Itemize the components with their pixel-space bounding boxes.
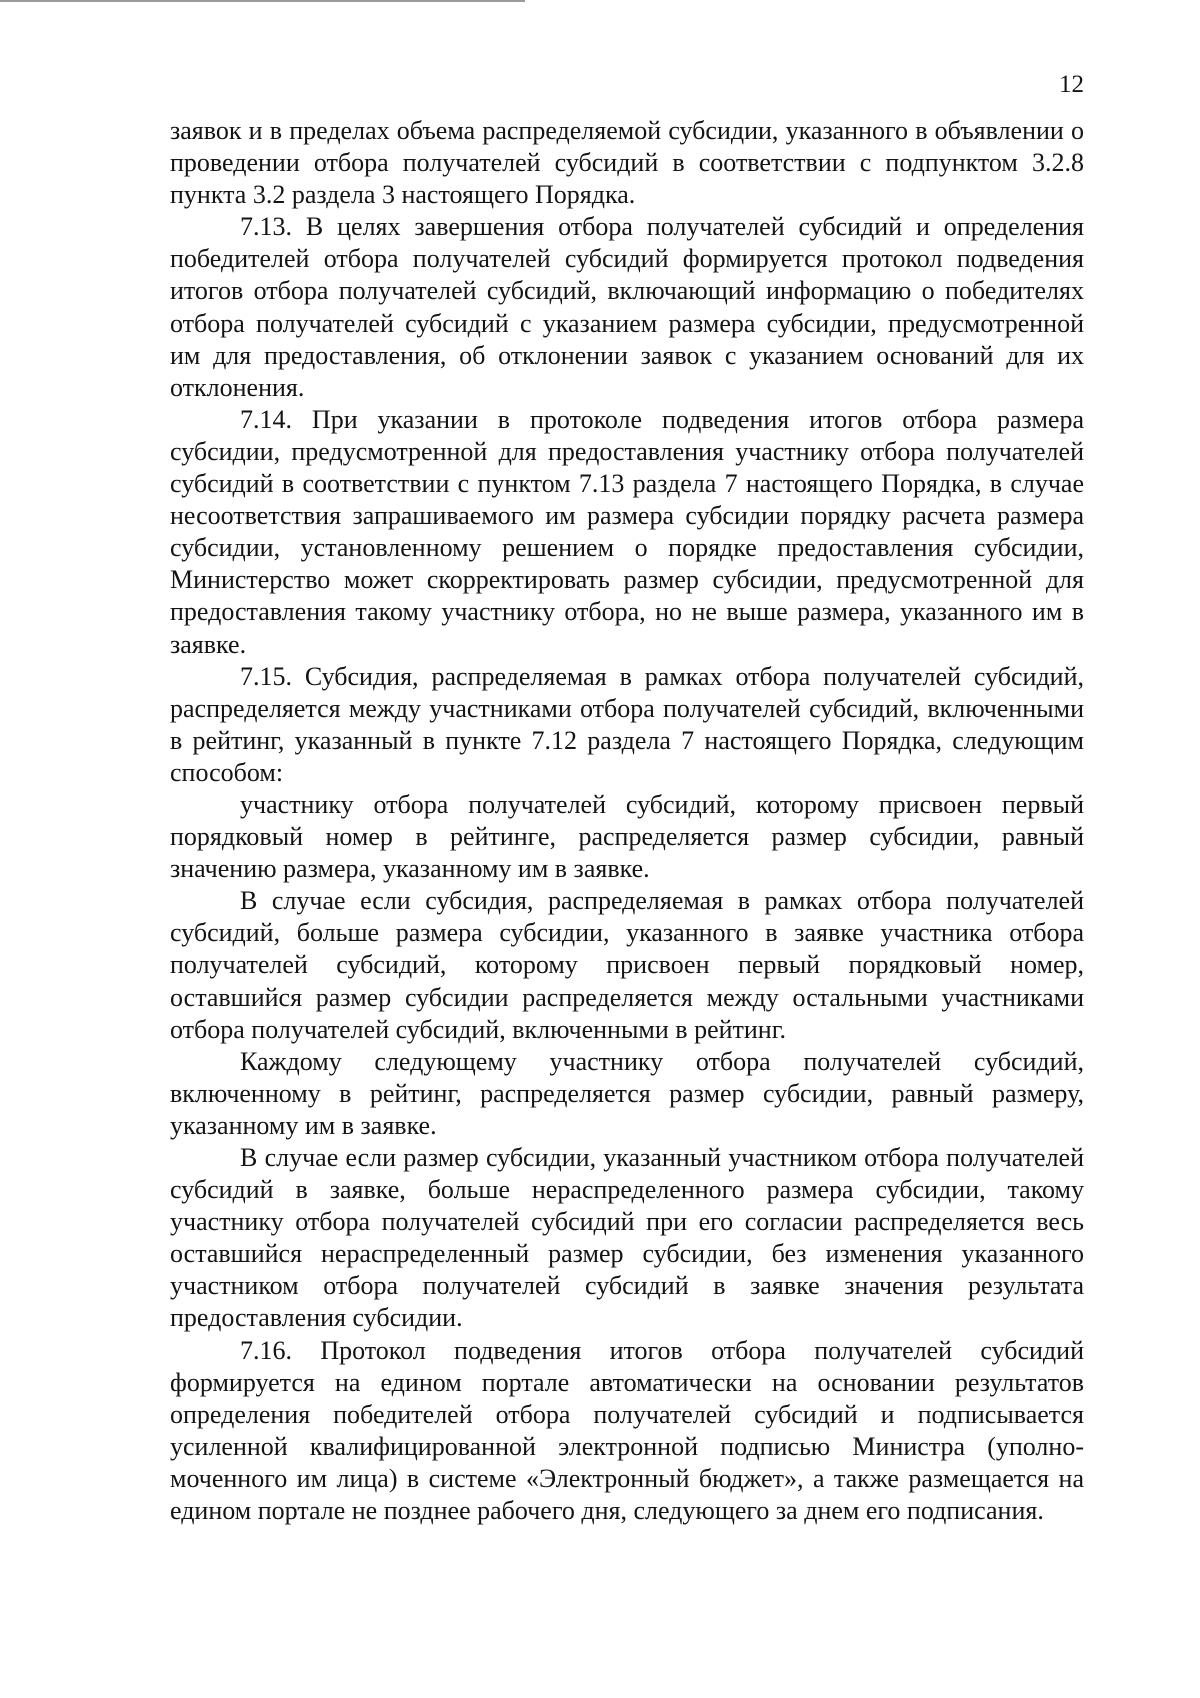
- paragraph-continuation: заявок и в пределах объема распределяемой субсидии, указанного в объявлении о проведении отбора получателей субсидий в соответствии с подпунктом 3.2.8 пункта 3.2 раздела 3 настоящего Порядка.: [170, 116, 1084, 210]
- paragraph-remaining-distribution: В случае если субсидия, распределяемая в рамках отбора получателей субсидий, больше размера субсидии, указанного в заявке участника отбора получателей субсидий, которому присвоен первый порядковый номер, оставшийся размер субсидии распределяется между остальными участниками отбора получателей субсидий, включенными в рейтинг.: [170, 886, 1084, 1044]
- page-number: 12: [1059, 71, 1084, 98]
- paragraph-first-participant: участнику отбора получателей субсидий, которому присвоен первый порядковый номер в рейтинге, распределяется размер субсидии, равный значению размера, указанному им в заявке.: [170, 789, 1084, 884]
- paragraph-7-15: 7.15. Субсидия, распределяемая в рамках отбора получателей субсидий, распределяется между участниками отбора получателей субсидий, включенными в рейтинг, указанный в пункте 7.12 раздела 7 настоящего Порядка, следующим способом:: [170, 661, 1084, 787]
- document-body: [170, 115, 1084, 1527]
- paragraph-undistributed-remainder: В случае если размер субсидии, указанный участником отбора получателей субсидий в заявке, больше нераспределенного размера субсидии, такому участнику отбора получателей субсидий при его согласии распределяется весь оставшийся нераспределенный размер субсидии, без изменения указанного участником отбора получателей субсидий в заявке значения результата предоставления субсидии.: [170, 1143, 1084, 1333]
- scan-edge-line: [0, 0, 525, 2]
- paragraph-7-13: 7.13. В целях завершения отбора получателей субсидий и определения победителей отбора получателей субсидий формируется протокол подведения итогов отбора получателей субсидий, включающий информацию о победителях отбора получателей субсидий с указанием размера субсидии, предусмотренной им для предоставления, об отклонении заявок с указанием оснований для их отклонения.: [170, 212, 1084, 402]
- paragraph-7-14: 7.14. При указании в протоколе подведения итогов отбора размера субсидии, предусмотренной для предоставления участнику отбора получателей субсидий в соответствии с пунктом 7.13 раздела 7 настоящего Порядка, в случае несоответствия запрашиваемого им размера субсидии порядку расчета размера субсидии, установленному решением о порядке предоставления субсидии, Министерство может скорректировать размер субсидии, предусмотренной для предоставления такому участнику отбора, но не выше размера, указанного им в заявке.: [170, 404, 1084, 659]
- paragraph-7-16: 7.16. Протокол подведения итогов отбора получателей субсидий формируется на едином портале автоматически на основании результатов определения победителей отбора получателей субсидий и подписывается усиленной квалифицированной электронной подписью Министра (уполномоченного им лица) в системе «Электронный бюджет», а также размещается на едином портале не позднее рабочего дня, следующего за днем его подписания.: [170, 1335, 1084, 1526]
- paragraph-each-next-participant: Каждому следующему участнику отбора получателей субсидий, включенному в рейтинг, распределяется размер субсидии, равный размеру, указанному им в заявке.: [170, 1046, 1084, 1140]
